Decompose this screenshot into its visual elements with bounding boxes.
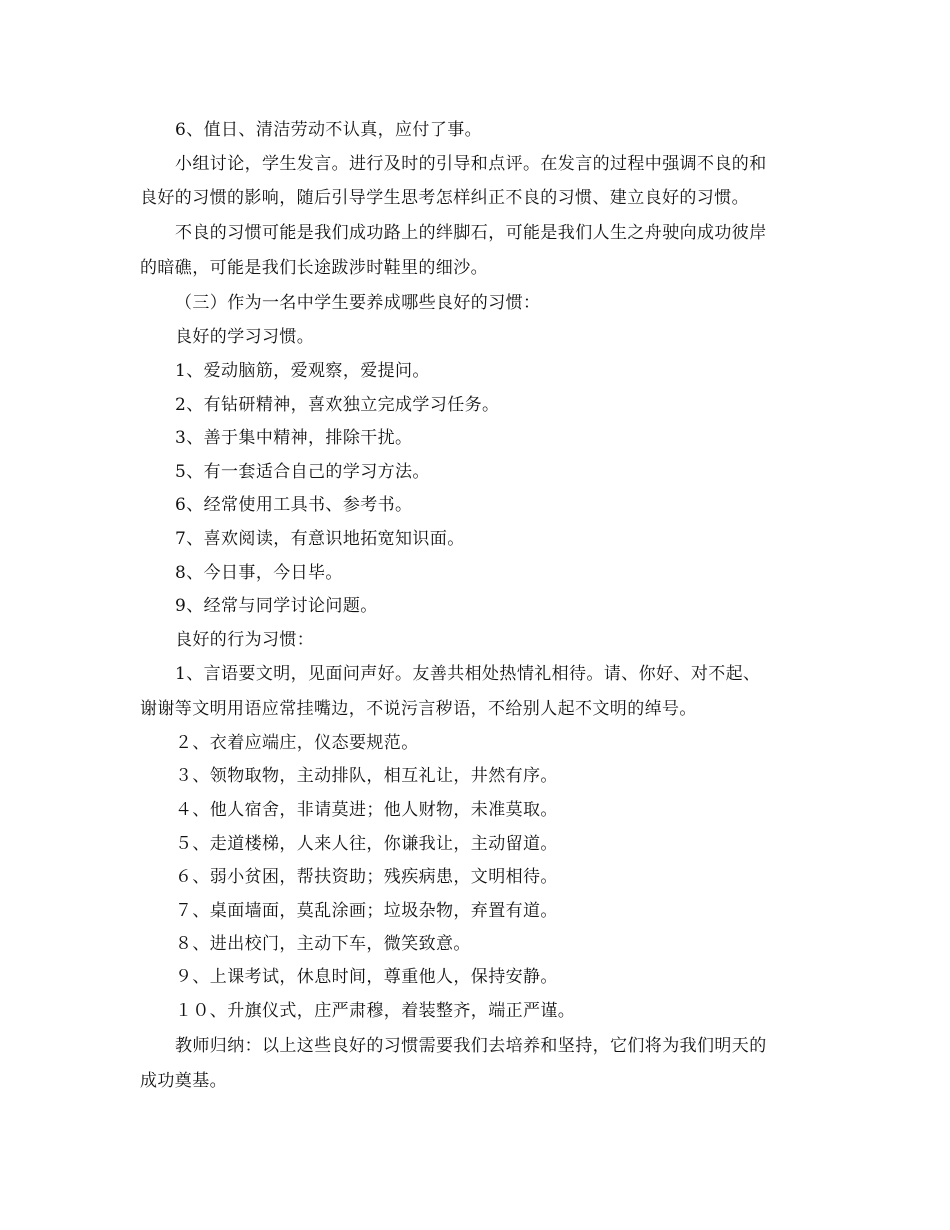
summary-line: 成功奠基。 xyxy=(140,1071,227,1091)
paragraph-line: 不良的习惯可能是我们成功路上的绊脚石，可能是我们人生之舟驶向成功彼岸 xyxy=(175,223,767,243)
list-item: 6、经常使用工具书、参考书。 xyxy=(175,495,413,515)
list-item: 5、有一套适合自己的学习方法。 xyxy=(175,462,430,482)
list-item: 2、有钻研精神，喜欢独立完成学习任务。 xyxy=(175,395,500,415)
list-item: 7、喜欢阅读，有意识地拓宽知识面。 xyxy=(175,529,465,549)
section-heading: （三）作为一名中学生要养成哪些良好的习惯： xyxy=(175,293,541,313)
subheading: 良好的学习习惯。 xyxy=(175,327,315,347)
list-item: 1、爱动脑筋，爱观察，爱提问。 xyxy=(175,361,430,381)
list-item: １０、升旗仪式，庄严肃穆，着装整齐，端正严谨。 xyxy=(175,1001,576,1021)
list-item: ６、弱小贫困，帮扶资助；残疾病患，文明相待。 xyxy=(175,867,558,887)
list-item: 3、善于集中精神，排除干扰。 xyxy=(175,428,413,448)
list-item-continuation: 谢谢等文明用语应常挂嘴边，不说污言秽语，不给别人起不文明的绰号。 xyxy=(140,699,697,719)
list-item: ４、他人宿舍，非请莫进；他人财物，未准莫取。 xyxy=(175,800,558,820)
subheading: 良好的行为习惯： xyxy=(175,630,315,650)
list-item: ８、进出校门，主动下车，微笑致意。 xyxy=(175,934,471,954)
list-item: ７、桌面墙面，莫乱涂画；垃圾杂物，弃置有道。 xyxy=(175,901,558,921)
paragraph-line: 的暗礁，可能是我们长途跋涉时鞋里的细沙。 xyxy=(140,258,488,278)
list-item: 1、言语要文明，见面问声好。友善共相处热情礼相待。请、你好、对不起、 xyxy=(175,664,761,684)
list-item: 8、今日事，今日毕。 xyxy=(175,563,343,583)
paragraph-line: 良好的习惯的影响，随后引导学生思考怎样纠正不良的习惯、建立良好的习惯。 xyxy=(140,188,749,208)
list-item: ３、领物取物，主动排队，相互礼让，井然有序。 xyxy=(175,766,558,786)
list-item: ５、走道楼梯，人来人往，你谦我让，主动留道。 xyxy=(175,834,558,854)
list-item: ９、上课考试，休息时间，尊重他人，保持安静。 xyxy=(175,967,558,987)
summary-line: 教师归纳：以上这些良好的习惯需要我们去培养和坚持，它们将为我们明天的 xyxy=(175,1036,767,1056)
list-item: 9、经常与同学讨论问题。 xyxy=(175,596,378,616)
paragraph-line: 6、值日、清洁劳动不认真，应付了事。 xyxy=(175,120,483,140)
list-item: ２、衣着应端庄，仪态要规范。 xyxy=(175,733,419,753)
paragraph-line: 小组讨论，学生发言。进行及时的引导和点评。在发言的过程中强调不良的和 xyxy=(175,154,767,174)
